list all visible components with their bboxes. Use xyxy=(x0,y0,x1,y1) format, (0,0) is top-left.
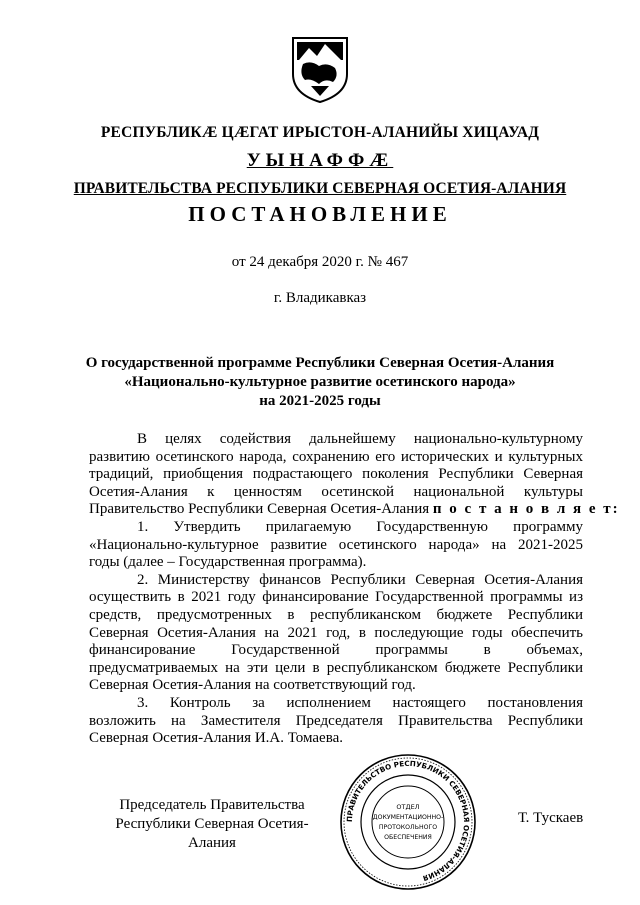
resolves-keyword: п о с т а н о в л я е т: xyxy=(432,501,620,518)
body-line: осуществить в 2021 году финансирование Государственной программы из xyxy=(89,589,583,606)
russian-government-heading: ПРАВИТЕЛЬСТВА РЕСПУБЛИКИ СЕВЕРНАЯ ОСЕТИЯ-АЛАНИЯ xyxy=(73,180,567,197)
body-line: 2. Министерству финансов Республики Северная Осетия-Алания xyxy=(137,571,583,588)
body-line: В целях содействия дальнейшему национально-культурному xyxy=(137,431,583,447)
ossetian-government-heading: РЕСПУБЛИКӔ ЦӔГАТ ИРЫСТОН-АЛАНИЙЫ ХИЦАУАД xyxy=(100,124,540,141)
title-line: «Национально-культурное развитие осетинского народа» xyxy=(124,374,516,390)
russian-doc-type: ПОСТАНОВЛЕНИЕ xyxy=(188,202,452,226)
stamp-inner-line: ОБЕСПЕЧЕНИЯ xyxy=(384,834,432,841)
body-line: 1. Утвердить прилагаемую Государственную программу xyxy=(137,518,583,535)
body-line: Осетия-Алания к ценностям осетинской национальной культуры xyxy=(89,483,583,500)
title-line: на 2021-2025 годы xyxy=(259,393,381,409)
body-line: Северная Осетия-Алания И.А. Томаева. xyxy=(89,730,343,747)
body-line: Северная Осетия-Алания на 2021 год, в последующие годы обеспечить xyxy=(89,624,583,641)
ossetian-doc-type: УЫНАФФӔ xyxy=(246,150,394,171)
stamp-inner-line: ПРОТОКОЛЬНОГО xyxy=(378,824,438,831)
body-line xyxy=(89,501,620,519)
city-line: г. Владикавказ xyxy=(273,290,367,306)
body-line: предусматриваемых на эти цели в республиканском бюджете Республики xyxy=(89,659,583,676)
stamp-inner-line: ОТДЕЛ xyxy=(396,803,420,811)
body-line: возложить на Заместителя Председателя Правительства Республики xyxy=(89,712,583,729)
body-line: финансирование Государственной программы в объемах, xyxy=(89,642,583,659)
signatory-name: Т. Тускаев xyxy=(518,810,584,826)
date-number-line: от 24 декабря 2020 г. № 467 xyxy=(231,254,409,270)
signatory-position-line: Председатель Правительства xyxy=(119,797,305,813)
stamp-outer-text: ПРАВИТЕЛЬСТВО РЕСПУБЛИКИ СЕВЕРНАЯ ОСЕТИЯ-АЛАНИЯ xyxy=(344,758,472,883)
body-line: средств, предусмотренных в республиканском бюджете Республики xyxy=(89,606,583,623)
title-line: О государственной программе Республики Северная Осетия-Алания xyxy=(85,355,555,371)
body-line: «Национально-культурное развитие осетинского народа» на 2021-2025 xyxy=(89,536,583,553)
stamp-inner-line: ДОКУМЕНТАЦИОННО- xyxy=(372,814,444,821)
signatory-position xyxy=(92,796,332,853)
coat-of-arms-icon xyxy=(289,34,351,104)
body-line: развитию осетинского народа, сохранению его исторических и культурных xyxy=(89,448,583,465)
official-stamp xyxy=(338,752,478,892)
body-line: традиций, приобщения подрастающего поколения Республики Северная xyxy=(89,466,583,483)
body-line: годы (далее – Государственная программа). xyxy=(89,554,367,571)
document-title xyxy=(60,354,580,411)
body-line: 3. Контроль за исполнением настоящего постановления xyxy=(137,694,583,711)
signatory-position-line: Республики Северная Осетия-Алания xyxy=(115,816,309,851)
body-line: Северная Осетия-Алания на соответствующий год. xyxy=(89,677,416,694)
document-body xyxy=(89,431,620,748)
body-text: Правительство Республики Северная Осетия-Алания xyxy=(89,501,430,518)
